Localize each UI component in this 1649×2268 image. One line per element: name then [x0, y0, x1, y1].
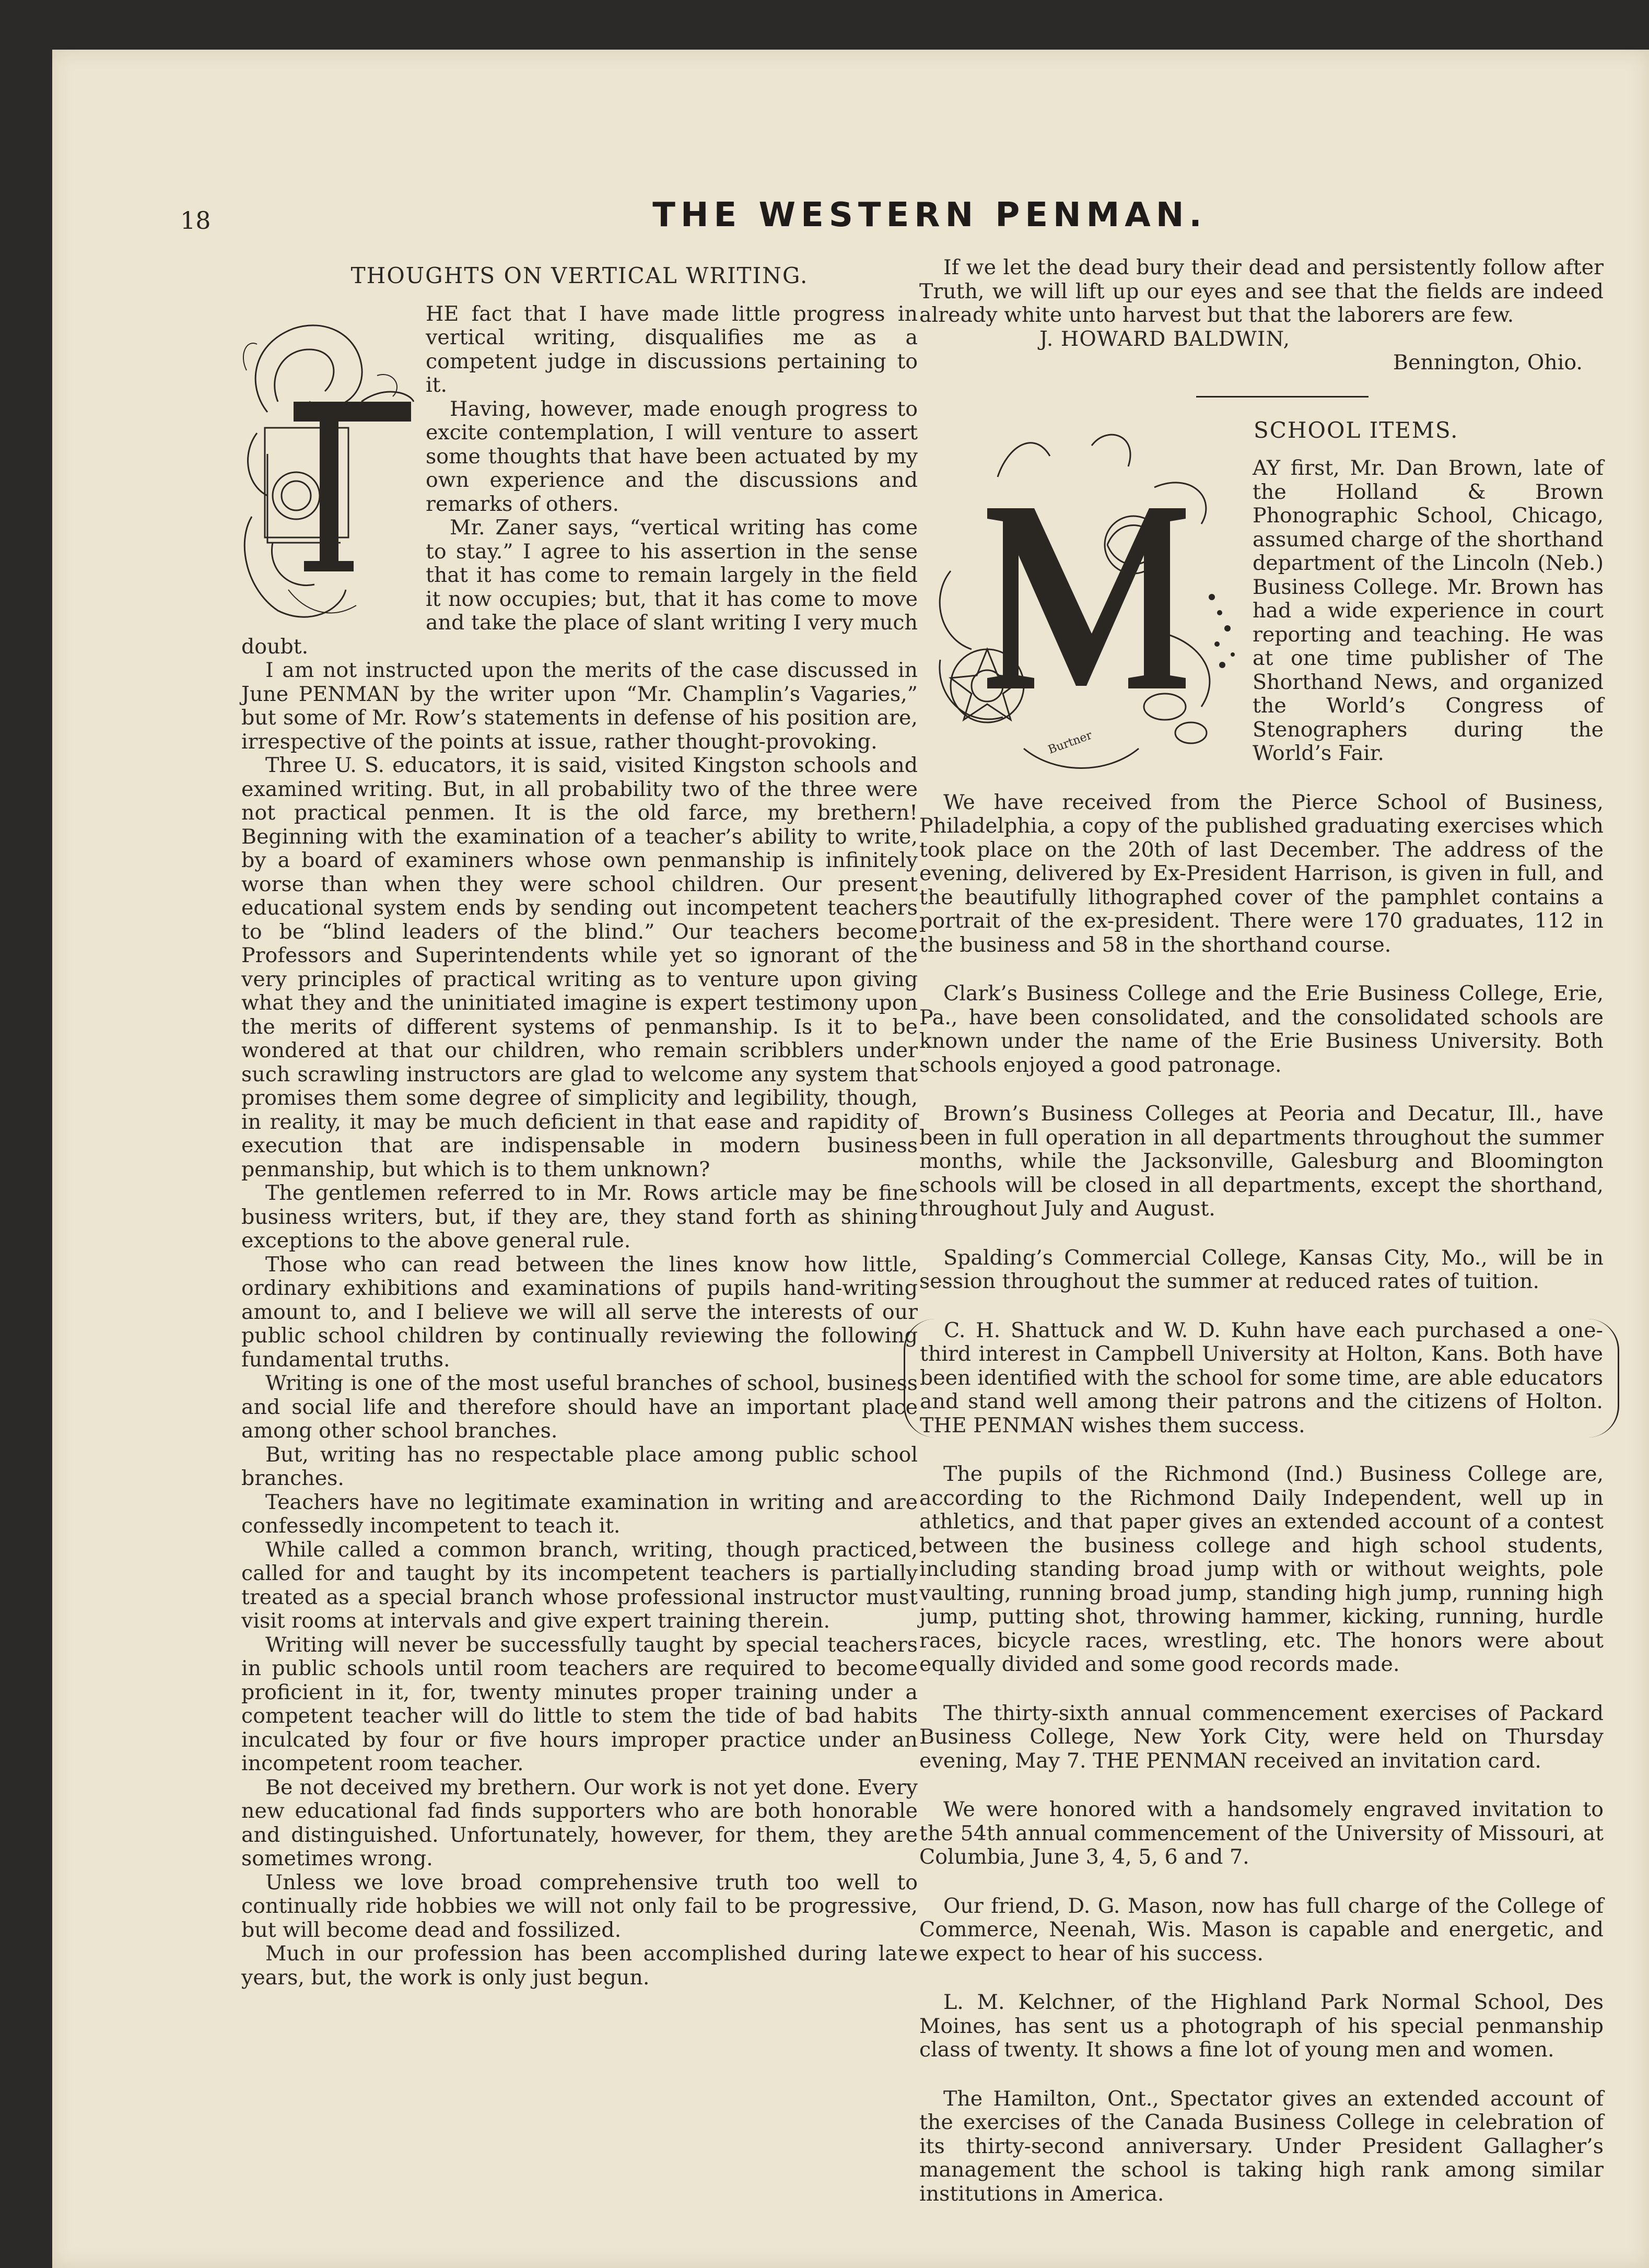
news-item: L. M. Kelchner, of the Highland Park Normal School, Des Moines, has sent us a photograph of his special penmanship class of twenty. It shows a fine lot of young men and women. — [919, 1990, 1604, 2062]
ornament-t-image — [236, 297, 416, 632]
paragraph: Unless we love broad comprehensive truth too well to continually ride hobbies we will not only fail to be progressive, but will become dead and fossilized. — [241, 1870, 918, 1942]
author-place: Bennington, Ohio. — [1393, 350, 1583, 375]
news-item: The pupils of the Richmond (Ind.) Business College are, according to the Richmond Daily Independent, well up in athletics, and that paper gives an extended account of a contest between the business college and high school students, including standing broad jump with or without weights, pole vaulting, running broad jump, standing high jump, running high jump, putting shot, throwing hammer, kicking, running, hurdle races, bicycle races, wrestling, etc. The honors were about equally divided and some good records made. — [919, 1462, 1604, 1676]
ornamental-initial-t — [236, 297, 416, 632]
news-item: We were honored with a handsomely engraved invitation to the 54th annual commencement of the University of Missouri, at Columbia, June 3, 4, 5, 6 and 7. — [919, 1797, 1604, 1869]
news-item: Clark’s Business College and the Erie Business College, Erie, Pa., have been consolidated, and the consolidated schools are known under the name of the Erie Business University. Both schools enjoyed a good patronage. — [919, 981, 1604, 1077]
paragraph: I am not instructed upon the merits of the case discussed in June PENMAN by the writer upon “Mr. Champlin’s Vagaries,” but some of Mr. Row’s statements in defense of his position are, irrespective of the points at issue, rather thought-provoking. — [241, 658, 918, 754]
right-column — [919, 256, 1604, 2231]
news-item: Our friend, D. G. Mason, now has full charge of the College of Commerce, Neenah, Wis. Mason is capable and energetic, and we expect to hear of his success. — [919, 1893, 1604, 1966]
paragraph: Writing will never be successfully taught by special teachers in public schools until room teachers are required to become proficient in it, for, twenty minutes proper training under a competent teacher will do little to stem the tide of bad habits inculcated by four or five hours improper practice under an incompetent room teacher. — [241, 1632, 918, 1775]
news-item: The Hamilton, Ont., Spectator gives an extended account of the exercises of the Canada Business College in celebration of its thirty-second anniversary. Under President Gallagher’s management the school is taking high rank among similar institutions in America. — [919, 2086, 1604, 2206]
paragraph: Be not deceived my brethern. Our work is not yet done. Every new educational fad finds supporters who are both honorable and distinguished. Unfortunately, however, for them, they are sometimes wrong. — [241, 1775, 918, 1870]
section-divider — [1196, 396, 1369, 398]
magazine-page — [52, 50, 1649, 2268]
news-item: The thirty-sixth annual commencement exercises of Packard Business College, New York City, were held on Thursday evening, May 7. THE PENMAN received an invitation card. — [919, 1701, 1604, 1773]
paragraph: Teachers have no legitimate examination in writing and are confessedly incompetent to teach it. — [241, 1490, 918, 1538]
paragraph: Those who can read between the lines know how little, ordinary exhibitions and examinations of pupils hand-writing amount to, and I believe we will all serve the interests of our public school children by continually reviewing the following fundamental truths. — [241, 1252, 918, 1372]
news-item-bracketed: C. H. Shattuck and W. D. Kuhn have each purchased a one-third interest in Campbell University at Holton, Kans. Both have been identified with the school for some time, are able educators and stand well among their patrons and the citizens of Holton. THE PENMAN wishes them success. — [904, 1319, 1619, 1438]
paragraph: Having, however, made enough progress to excite contemplation, I will venture to assert some thoughts that have been actuated by my own experience and the discussions and remarks of others. — [426, 396, 918, 516]
paragraph: The gentlemen referred to in Mr. Rows article may be fine business writers, but, if they are, they stand forth as shining exceptions to the above general rule. — [241, 1181, 918, 1253]
paragraph: While called a common branch, writing, though practiced, called for and taught by its incompetent teachers is partially treated as a special branch whose professional instructor must visit rooms at intervals and give expert training therein. — [241, 1537, 918, 1633]
news-item: Spalding’s Commercial College, Kansas City, Mo., will be in session throughout the summer at reduced rates of tuition. — [919, 1245, 1604, 1293]
paragraph: Writing is one of the most useful branches of school, business and social life and therefore should have an important place among other school branches. — [241, 1371, 918, 1443]
ornament-m-image — [919, 414, 1243, 780]
paragraph: HE fact that I have made little progress in vertical writing, disqualifies me as a competent judge in discussions pertaining to it. — [426, 301, 918, 397]
left-column — [241, 264, 918, 1990]
page-number: 18 — [180, 206, 211, 235]
news-item: We have received from the Pierce School of Business, Philadelphia, a copy of the published graduating exercises which took place on the 20th of last December. The address of the evening, delivered by Ex-President Harrison, is given in full, and the beautifully lithographed cover of the pamphlet contains a portrait of the ex-president. There were 170 graduates, 112 in the business and 58 in the shorthand course. — [919, 790, 1604, 957]
masthead: THE WESTERN PENMAN. — [652, 196, 1207, 235]
news-item: Brown’s Business Colleges at Peoria and Decatur, Ill., have been in full operation in all departments throughout the summer months, while the Jacksonville, Galesburg and Bloomington schools will be closed in all departments, except the shorthand, throughout July and August. — [919, 1102, 1604, 1221]
paragraph: Three U. S. educators, it is said, visited Kingston schools and examined writing. But, in all probability two of the three were not practical penmen. It is the old farce, my brethern! Beginning with the examination of a teacher’s ability to write, by a board of examiners whose own penmanship is infinitely worse than when they were school children. Our present educational system ends by sending out incompetent teachers to be “blind leaders of the blind.” Our teachers become Professors and Superintendents while yet so ignorant of the very principles of practical writing as to venture upon giving what they and the uninitiated imagine is expert testimony upon the merits of different systems of penmanship. Is it to be wondered at that our children, who remain scribblers under such scrawling instructors are glad to welcome any system that promises them some degree of simplicity and legibility, though, in reality, it may be much deficient in that ease and rapidity of execution that are indispensable in modern business penmanship, but which is to them unknown? — [241, 753, 918, 1182]
byline — [919, 328, 1604, 375]
paragraph: Much in our profession has been accomplished during late years, but, the work is only just begun. — [241, 1942, 918, 1990]
section-title: SCHOOL ITEMS. — [1254, 417, 1459, 443]
paragraph: Mr. Zaner says, “vertical writing has come to stay.” I agree to his assertion in the sense that it has come to remain largely in the field it now occupies; but, that it has come to move and take the place of slant writing I very much doubt. — [241, 516, 918, 659]
ornamental-initial-m — [919, 414, 1243, 780]
paragraph: But, writing has no respectable place among public school branches. — [241, 1442, 918, 1490]
article-continuation: If we let the dead bury their dead and persistently follow after Truth, we will lift up our eyes and see that the fields are indeed already white unto harvest but that the laborers are few. — [919, 255, 1604, 327]
article-title: THOUGHTS ON VERTICAL WRITING. — [350, 263, 809, 288]
news-item: AY first, Mr. Dan Brown, late of the Holland & Brown Phonographic School, Chicago, assumed charge of the shorthand department of the Lincoln (Neb.) Business College. Mr. Brown has had a wide experience in court reporting and teaching. He was at one time publisher of The Shorthand News, and organized the World’s Congress of Stenographers during the World’s Fair. — [1253, 456, 1604, 765]
ornament-signature: Burtner — [1046, 728, 1094, 757]
author-name: J. HOWARD BALDWIN, — [1039, 326, 1291, 351]
